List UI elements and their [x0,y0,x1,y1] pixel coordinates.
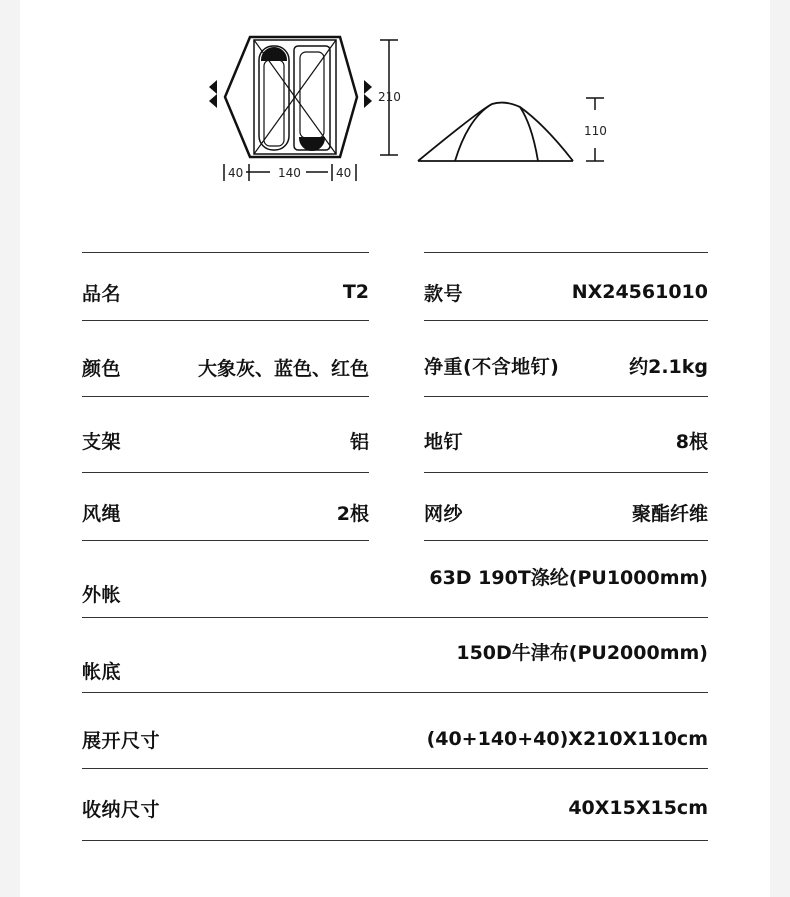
spec-label: 收纳尺寸 [82,798,161,821]
divider [82,617,708,618]
divider [424,320,708,321]
spec-value: NX24561010 [571,281,708,303]
divider [82,840,708,841]
spec-value: 2根 [336,502,369,525]
tent-diagram [0,0,790,200]
spec-row-fly [82,563,708,606]
spec-label: 外帐 [82,584,122,606]
spec-value: T2 [342,281,369,303]
divider [82,768,708,769]
divider [424,252,708,253]
divider [424,540,708,541]
divider [82,252,369,253]
height-dimension: 110 [584,124,607,138]
spec-row-stakes [424,420,708,460]
spec-label: 展开尺寸 [82,729,161,752]
spec-value: 8根 [675,430,708,453]
spec-row-name [82,272,369,312]
spec-label: 净重(不含地钉) [424,355,560,378]
divider [82,472,369,473]
spec-row-net-weight [424,345,708,385]
tent-top-view [225,37,357,157]
divider [424,396,708,397]
spec-label: 风绳 [82,502,122,525]
width-left-dimension: 40 [228,166,244,180]
spec-label: 帐底 [82,661,122,683]
width-center-dimension: 140 [278,166,301,180]
spec-value: (40+140+40)X210X110cm [426,728,708,750]
spec-row-color [82,347,369,387]
tent-side-view [418,103,573,161]
spec-row-open-size [82,719,708,759]
spec-row-model [424,272,708,312]
spec-label: 网纱 [424,502,464,525]
spec-value: 大象灰、蓝色、红色 [197,357,369,380]
divider [82,320,369,321]
spec-label: 颜色 [82,357,122,380]
spec-value: 铝 [349,430,369,453]
spec-value: 40X15X15cm [568,797,708,819]
divider [424,472,708,473]
spec-row-mesh [424,492,708,532]
spec-label: 支架 [82,430,122,453]
divider [82,540,369,541]
spec-label: 品名 [82,282,122,305]
divider [82,692,708,693]
spec-row-guy-ropes [82,492,369,532]
spec-value: 约2.1kg [629,355,708,378]
spec-value: 150D牛津布(PU2000mm) [456,642,708,664]
spec-row-packed-size [82,788,708,828]
spec-row-floor [82,638,708,683]
spec-label: 地钉 [424,430,464,453]
width-right-dimension: 40 [336,166,352,180]
depth-dimension: 210 [378,90,401,104]
spec-value: 63D 190T涤纶(PU1000mm) [429,567,708,589]
spec-row-frame [82,420,369,460]
spec-label: 款号 [424,282,464,305]
divider [82,396,369,397]
spec-value: 聚酯纤维 [631,502,708,525]
